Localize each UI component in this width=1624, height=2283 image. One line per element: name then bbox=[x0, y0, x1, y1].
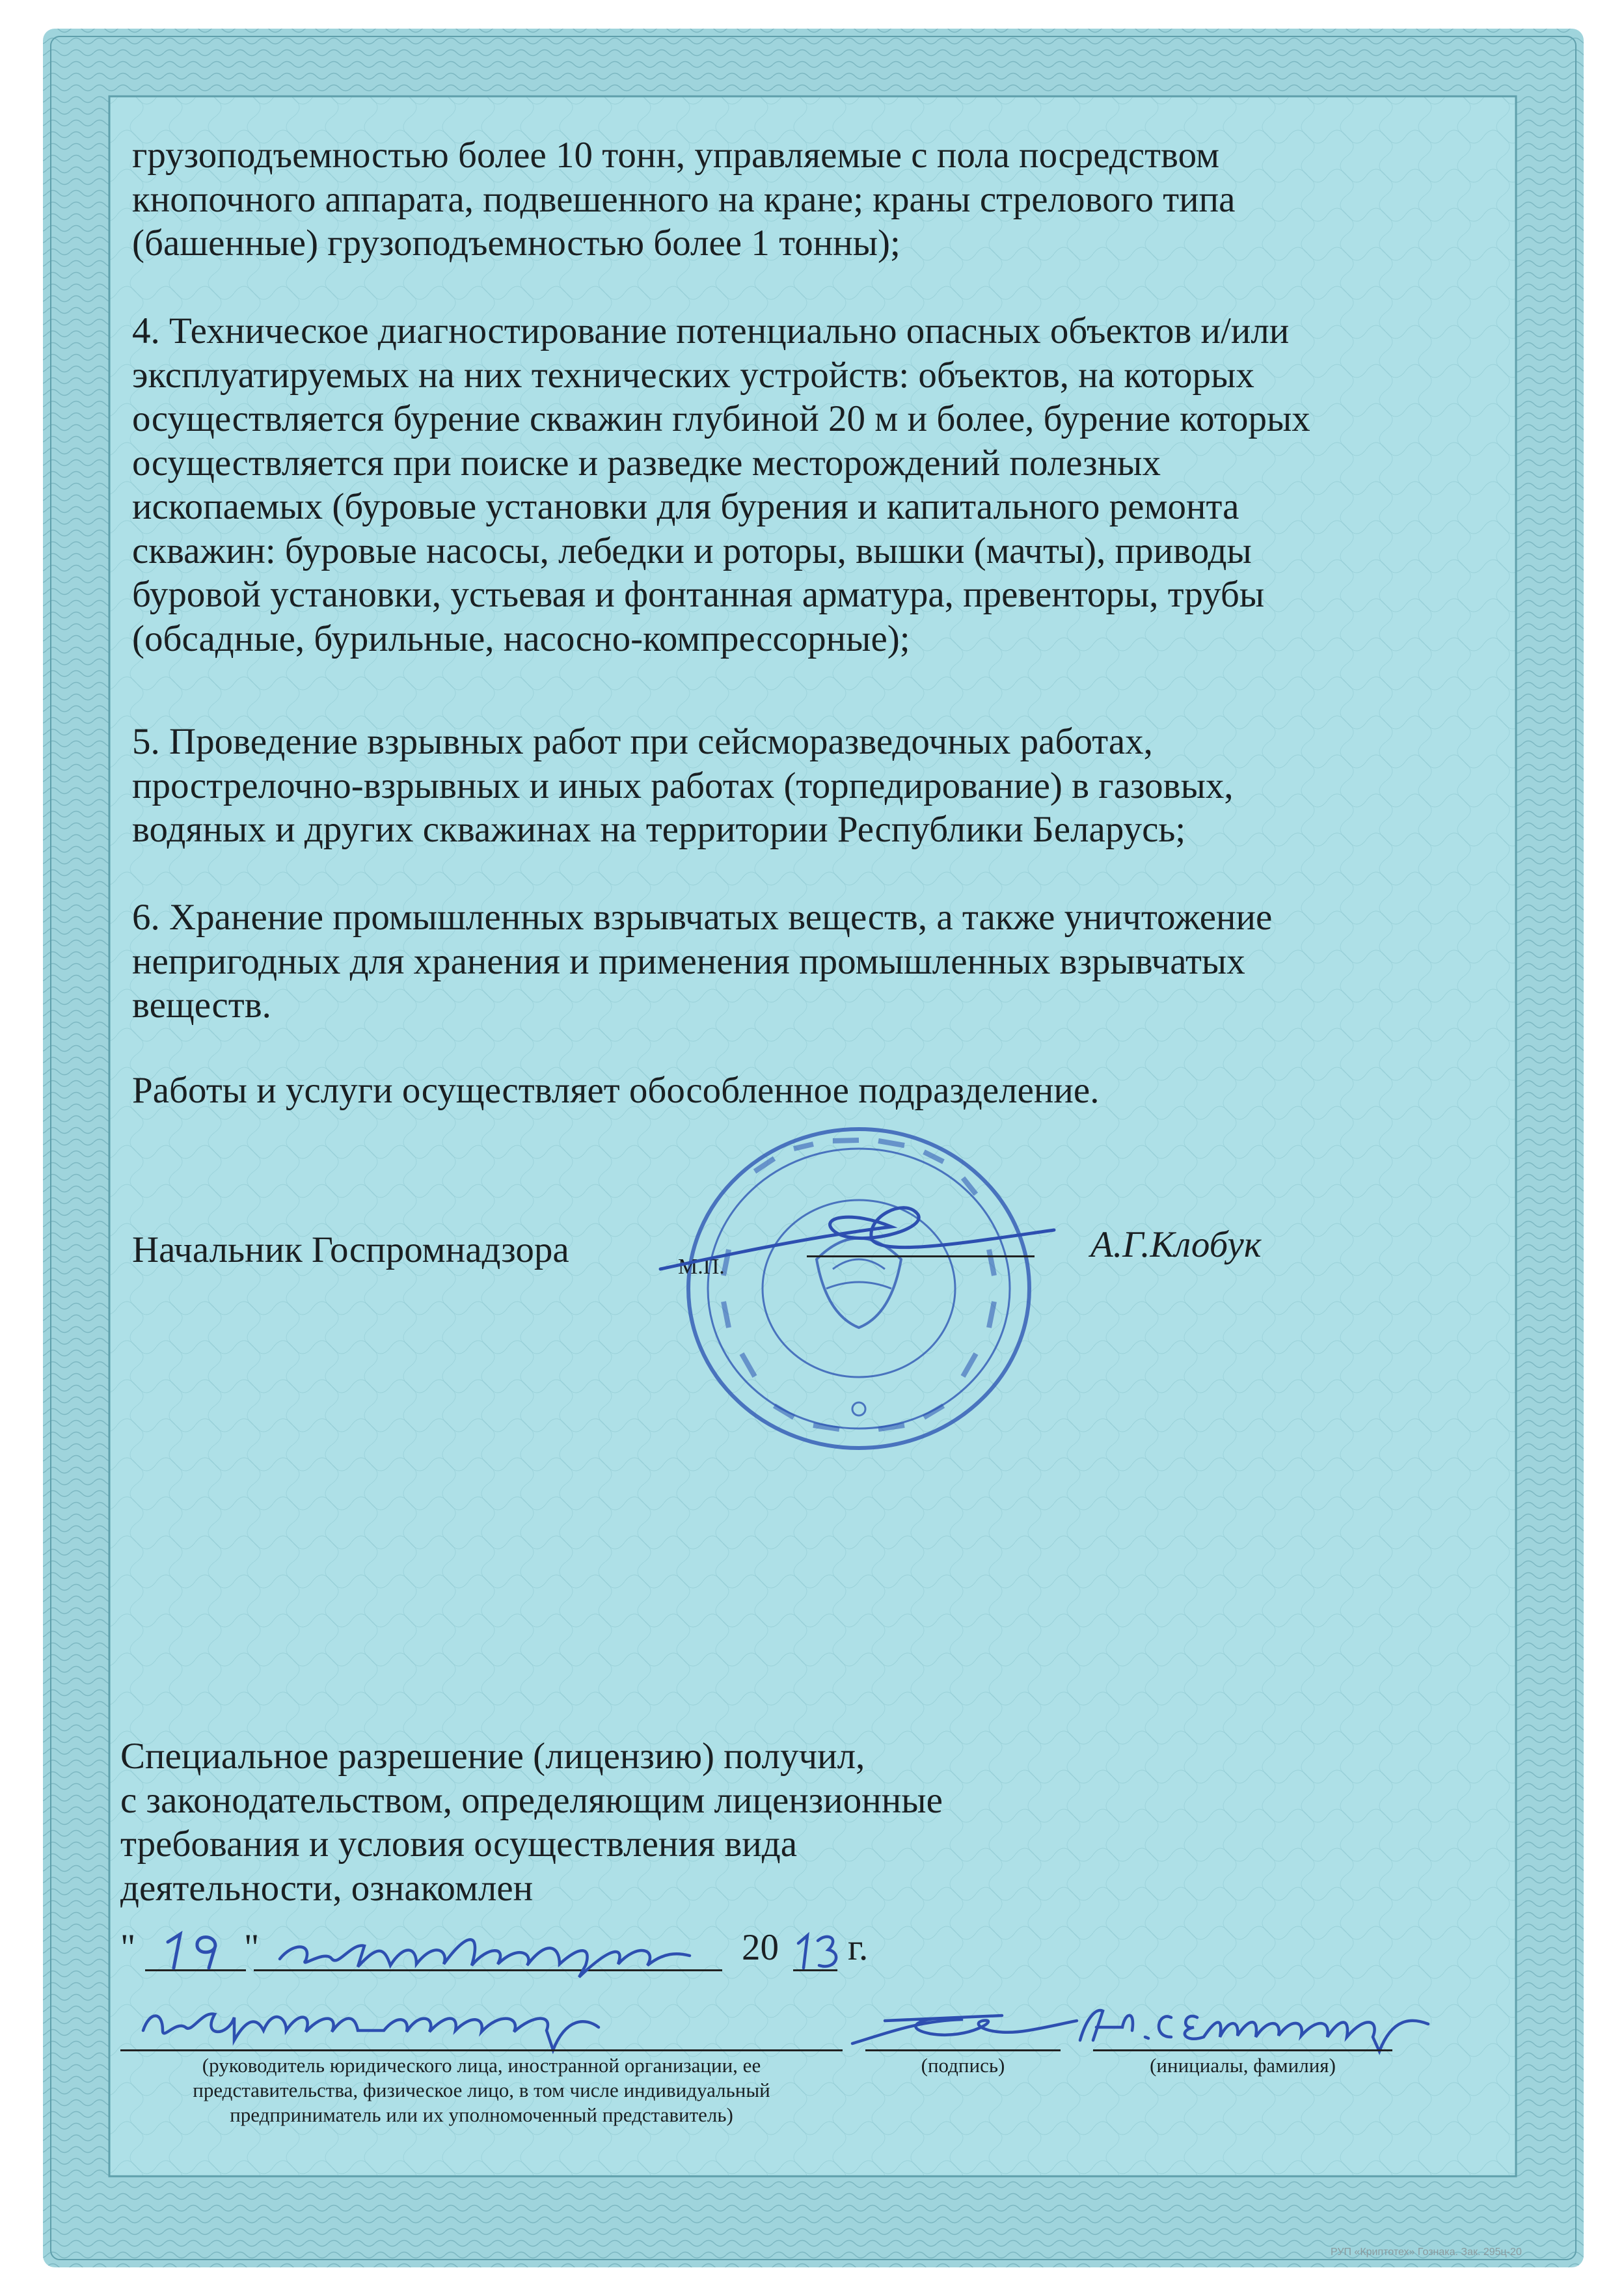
date-month-handwritten bbox=[273, 1926, 696, 1978]
text-line: Работы и услуги осуществляет обособленное подразделение. bbox=[132, 1070, 1100, 1111]
paragraph-subdivision bbox=[132, 1069, 1459, 1113]
date-quote-close: " bbox=[244, 1927, 260, 1968]
text-line: с законодательством, определяющим лицензионные bbox=[120, 1779, 943, 1821]
signature-caption: (подпись) bbox=[921, 2054, 1005, 2077]
paragraph-explosives-storage bbox=[132, 895, 1459, 1028]
text-line: буровой установки, устьевая и фонтанная арматура, превенторы, трубы bbox=[132, 574, 1265, 615]
text-line: 6. Хранение промышленных взрывчатых веществ, а также уничтожение bbox=[132, 897, 1273, 938]
date-year-handwritten bbox=[793, 1929, 843, 1972]
paragraph-cranes bbox=[132, 133, 1459, 266]
acknowledgement-text bbox=[120, 1734, 943, 1910]
stamp-label: М.П. bbox=[678, 1255, 725, 1279]
caption-line: предприниматель или их уполномоченный представитель) bbox=[230, 2103, 733, 2126]
name-handwritten bbox=[1074, 1991, 1438, 2057]
date-suffix: г. bbox=[848, 1927, 869, 1968]
date-quote-open: " bbox=[120, 1927, 136, 1968]
printer-mark: РУП «Криптотех» Гознака. Зак. 295ц-20 bbox=[1331, 2247, 1522, 2258]
signature-line bbox=[865, 2049, 1061, 2051]
licensee-signature bbox=[846, 2001, 1080, 2053]
text-line: прострелочно-взрывных и иных работах (торпедирование) в газовых, bbox=[132, 765, 1234, 806]
position-handwritten bbox=[137, 1991, 605, 2057]
date-century: 20 bbox=[742, 1927, 779, 1968]
text-line: (башенные) грузоподъемностью более 1 тонны); bbox=[132, 223, 900, 264]
text-line: деятельности, ознакомлен bbox=[120, 1867, 534, 1909]
caption-line: представительства, физическое лицо, в том числе индивидуальный bbox=[193, 2079, 770, 2101]
official-stamp bbox=[677, 1119, 1041, 1458]
paragraph-blasting bbox=[132, 720, 1459, 852]
position-caption bbox=[120, 2053, 843, 2127]
text-line: осуществляется при поиске и разведке месторождений полезных bbox=[132, 442, 1161, 484]
caption-line: (руководитель юридического лица, иностранной организации, ее bbox=[202, 2054, 761, 2077]
text-line: непригодных для хранения и применения промышленных взрывчатых bbox=[132, 940, 1245, 982]
text-line: водяных и других скважинах на территории Республики Беларусь; bbox=[132, 809, 1186, 850]
official-signature bbox=[657, 1191, 1061, 1282]
text-line: ископаемых (буровые установки для бурения и капитального ремонта bbox=[132, 486, 1239, 527]
official-name: А.Г.Клобук bbox=[1090, 1224, 1262, 1265]
text-line: веществ. bbox=[132, 985, 271, 1026]
text-line: 4. Техническое диагностирование потенциально опасных объектов и/или bbox=[132, 310, 1290, 351]
text-line: (обсадные, бурильные, насосно-компрессорные); bbox=[132, 618, 910, 659]
official-title: Начальник Госпромнадзора bbox=[132, 1229, 569, 1270]
date-day-handwritten bbox=[158, 1928, 230, 1973]
position-line bbox=[120, 2049, 843, 2051]
name-caption: (инициалы, фамилия) bbox=[1150, 2054, 1336, 2077]
acknowledgement-date bbox=[120, 1926, 869, 1978]
text-line: 5. Проведение взрывных работ при сейсморазведочных работах, bbox=[132, 721, 1153, 762]
text-line: кнопочного аппарата, подвешенного на кране; краны стрелового типа bbox=[132, 178, 1236, 220]
text-line: скважин: буровые насосы, лебедки и роторы, вышки (мачты), приводы bbox=[132, 530, 1252, 571]
paragraph-diagnostics bbox=[132, 309, 1459, 661]
text-line: осуществляется бурение скважин глубиной 20 м и более, бурение которых bbox=[132, 398, 1310, 439]
text-line: требования и условия осуществления вида bbox=[120, 1824, 798, 1865]
text-line: грузоподъемностью более 10 тонн, управляемые с пола посредством bbox=[132, 135, 1220, 176]
text-line: Специальное разрешение (лицензию) получил, bbox=[120, 1736, 865, 1777]
name-line bbox=[1093, 2049, 1392, 2051]
text-line: эксплуатируемых на них технических устройств: объектов, на которых bbox=[132, 354, 1254, 396]
